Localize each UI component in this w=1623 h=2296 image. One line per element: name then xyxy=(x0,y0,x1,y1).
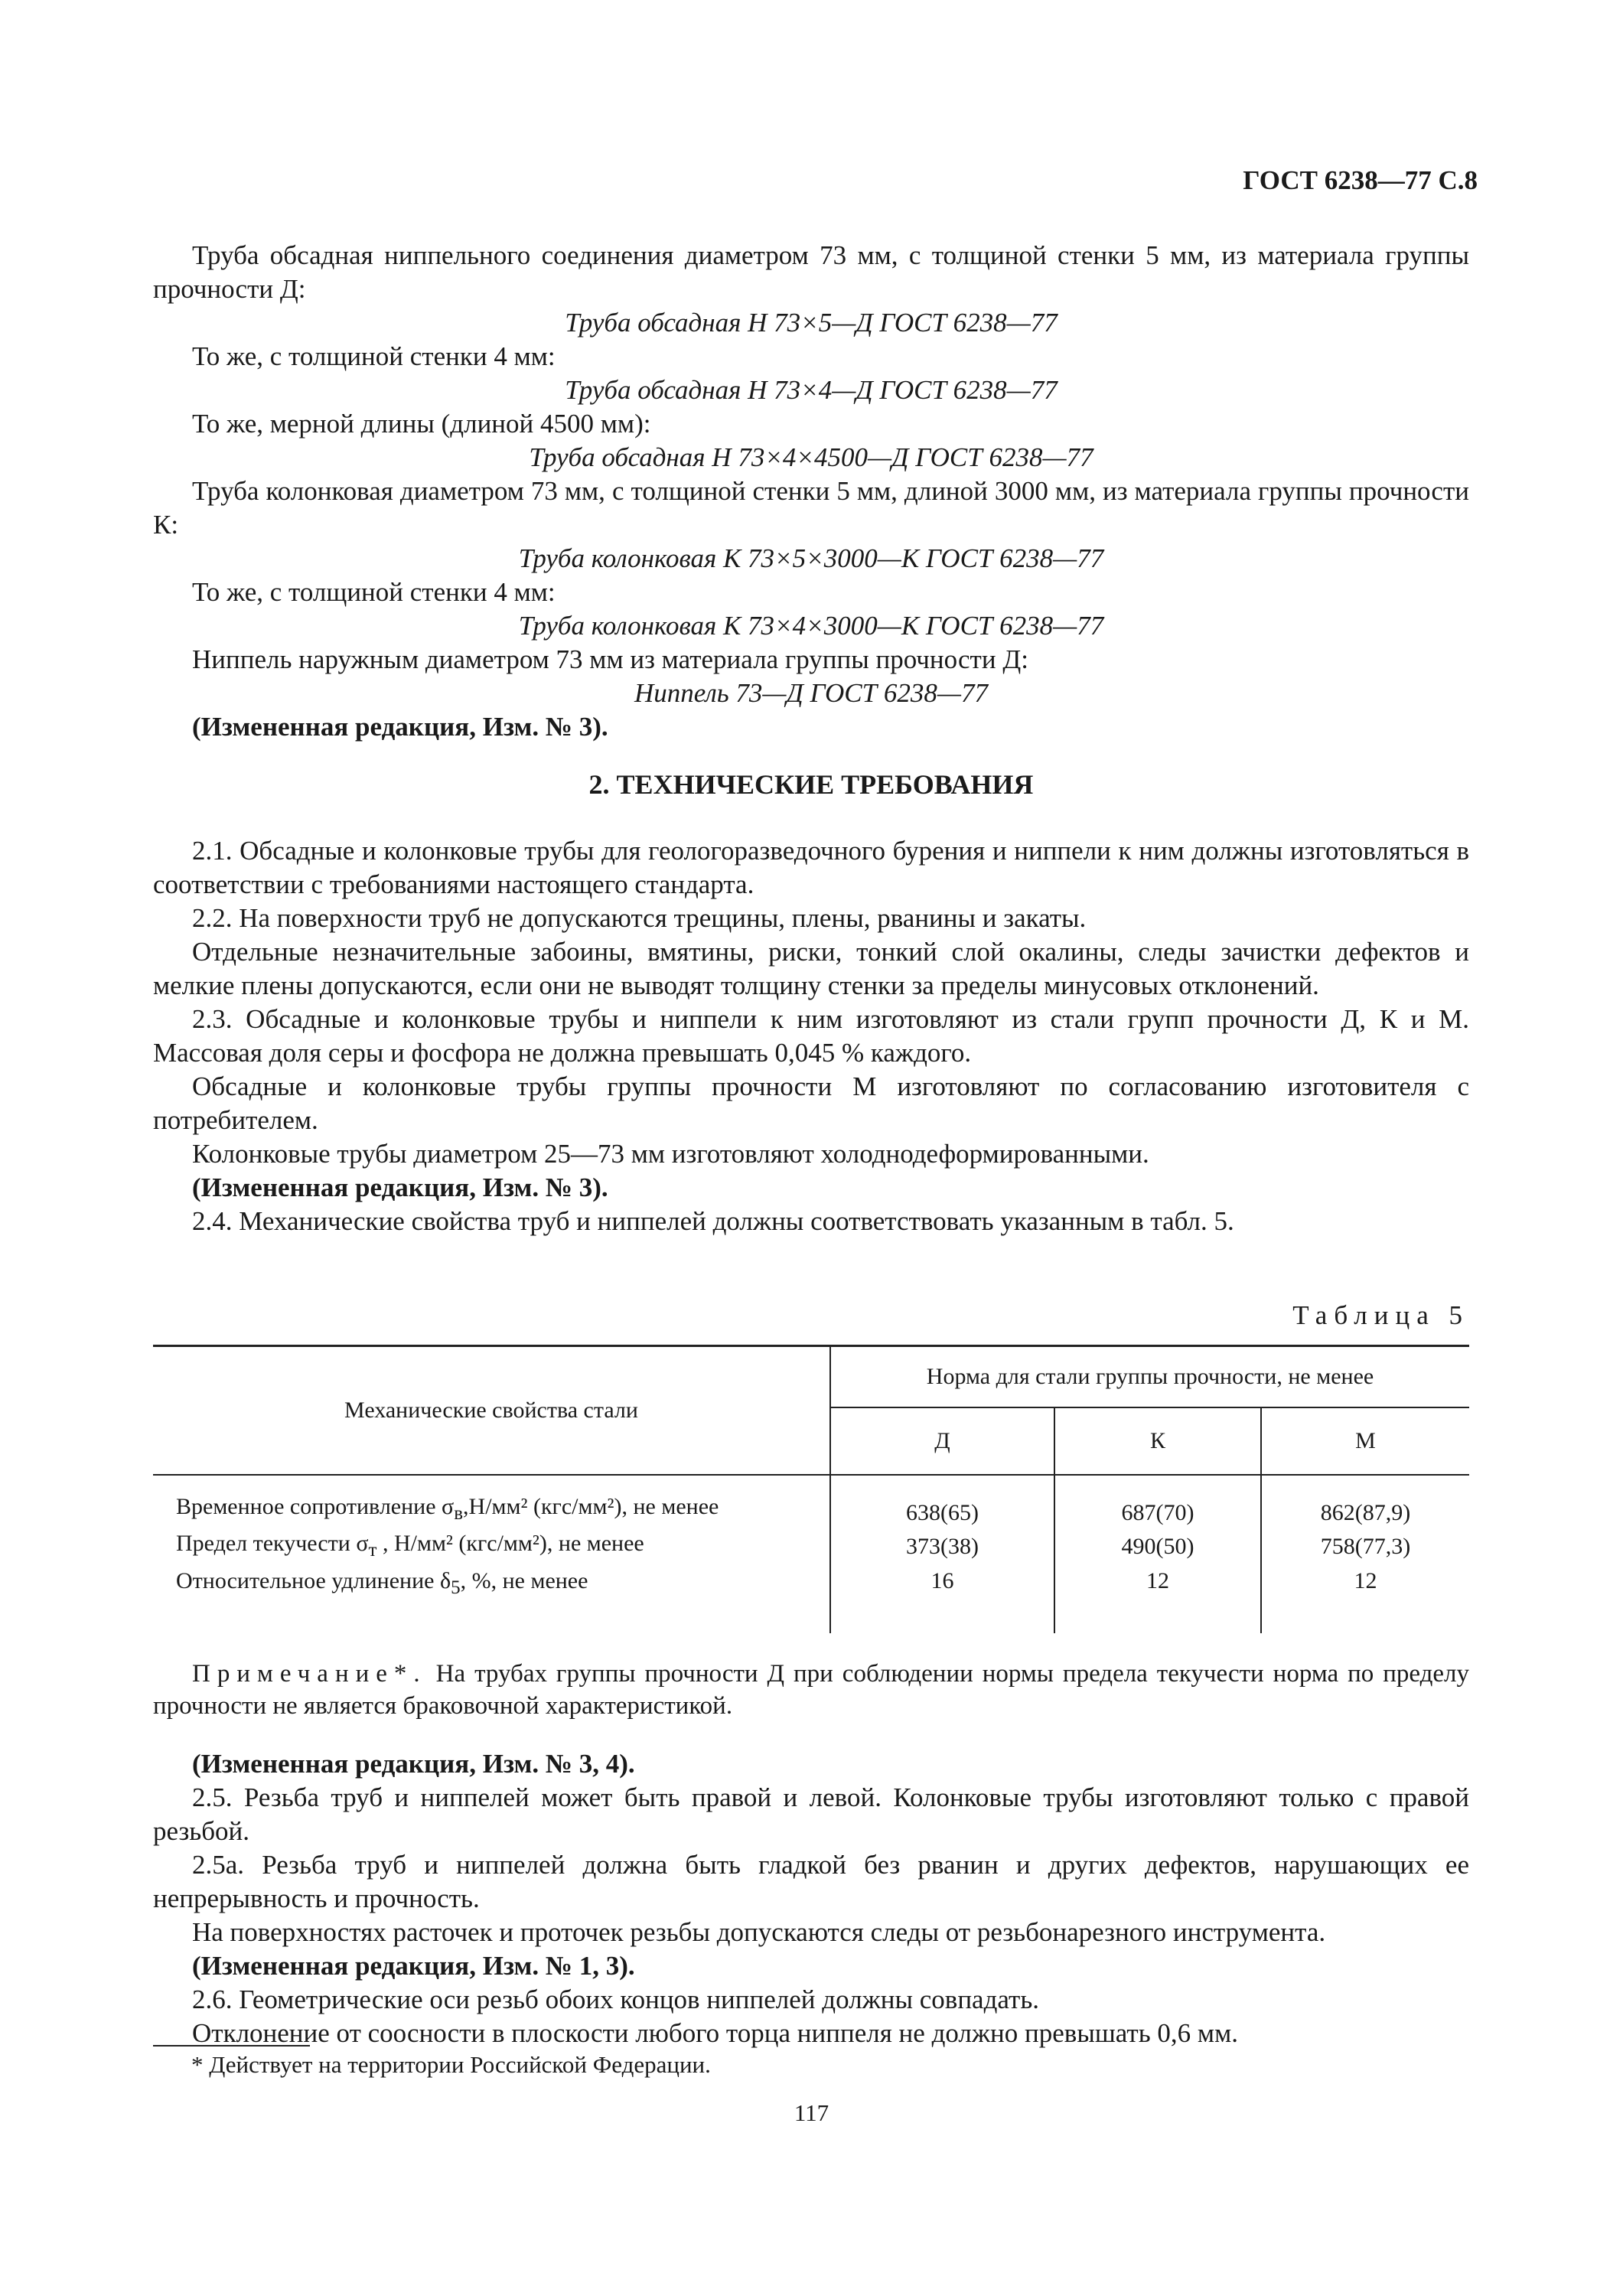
requirement-paragraph: Обсадные и колонковые трубы группы прочности М изготовляют по согласованию изготовителя с потребителем. xyxy=(153,1071,1469,1135)
table-cell-value: 758(77,3) xyxy=(1320,1534,1411,1559)
example-designation: Труба колонковая К 73×5×3000—К ГОСТ 6238—77 xyxy=(518,543,1104,573)
example-text: Ниппель наружным диаметром 73 мм из материала группы прочности Д: xyxy=(192,644,1028,674)
footnote: * Действует на территории Российской Федерации. xyxy=(191,2051,711,2078)
table-header-m: М xyxy=(1261,1407,1469,1475)
note-text: На трубах группы прочности Д при соблюдении нормы предела текучести норма по пределу прочности не является браковочной характеристикой. xyxy=(153,1660,1469,1720)
example-text: Труба колонковая диаметром 73 мм, с толщиной стенки 5 мм, длиной 3000 мм, из материала группы прочности К: xyxy=(153,476,1469,540)
requirement-paragraph: 2.5а. Резьба труб и ниппелей должна быть гладкой без рванин и других дефектов, нарушающих ее непрерывность и прочность. xyxy=(153,1850,1469,1913)
example-text: То же, с толщиной стенки 4 мм: xyxy=(192,577,556,607)
requirement-paragraph: 2.5. Резьба труб и ниппелей может быть правой и левой. Колонковые трубы изготовляют только с правой резьбой. xyxy=(153,1782,1469,1846)
page-number: 117 xyxy=(794,2099,829,2126)
table-cell-value: 638(65) xyxy=(830,1475,1054,1528)
example-designation: Ниппель 73—Д ГОСТ 6238—77 xyxy=(634,678,988,708)
table-header-property: Механические свойства стали xyxy=(153,1346,830,1475)
property-subscript: 5 xyxy=(451,1577,461,1598)
table-header-group: Норма для стали группы прочности, не менее xyxy=(830,1346,1469,1407)
requirement-paragraph: 2.4. Механические свойства труб и ниппелей должны соответствовать указанным в табл. 5. xyxy=(192,1206,1234,1236)
example-designation: Труба обсадная Н 73×4×4500—Д ГОСТ 6238—77 xyxy=(529,442,1093,472)
table-cell-property xyxy=(153,1566,830,1633)
example-designation: Труба колонковая К 73×4×3000—К ГОСТ 6238—77 xyxy=(518,611,1104,641)
requirement-paragraph: 2.6. Геометрические оси резьб обоих концов ниппелей должны совпадать. xyxy=(192,1985,1040,2014)
table-header-d: Д xyxy=(830,1407,1054,1475)
table-cell-property xyxy=(153,1528,830,1566)
amendment-note: (Измененная редакция, Изм. № 3). xyxy=(192,712,608,742)
table-cell-value: 373(38) xyxy=(830,1528,1054,1566)
property-name: Относительное удлинение δ xyxy=(176,1567,451,1593)
table-cell-value: 687(70) xyxy=(1054,1475,1261,1528)
requirement-paragraph: Отклонение от соосности в плоскости любого торца ниппеля не должно превышать 0,6 мм. xyxy=(192,2018,1238,2048)
table-cell-value: 12 xyxy=(1354,1567,1377,1593)
amendment-note: (Измененная редакция, Изм. № 3). xyxy=(192,1172,608,1202)
requirement-paragraph: Отдельные незначительные забоины, вмятины, риски, тонкий слой окалины, следы зачистки дефектов и мелкие плены допускаются, если они не выводят толщину стенки за пределы минусовых отклонений. xyxy=(153,937,1469,1000)
section-title: 2. ТЕХНИЧЕСКИЕ ТРЕБОВАНИЯ xyxy=(588,769,1034,800)
designation-examples xyxy=(153,239,1469,744)
property-subscript: т xyxy=(368,1539,377,1561)
table-cell-property xyxy=(153,1475,830,1528)
amendment-note: (Измененная редакция, Изм. № 1, 3). xyxy=(192,1951,635,1981)
table-header-k: К xyxy=(1054,1407,1261,1475)
table-cell-value: 12 xyxy=(1054,1566,1261,1633)
requirement-paragraph: На поверхностях расточек и проточек резьбы допускаются следы от резьбонарезного инструмента. xyxy=(192,1917,1326,1947)
requirement-paragraph: 2.1. Обсадные и колонковые трубы для геологоразведочного бурения и ниппели к ним должны изготовляться в соответствии с требованиями настоящего стандарта. xyxy=(153,836,1469,899)
property-name: Временное сопротивление σ xyxy=(176,1493,455,1519)
note-head: Примечание*. xyxy=(192,1660,427,1688)
properties-table xyxy=(153,1345,1469,1633)
requirements xyxy=(153,834,1469,1238)
table-cell-value: 862(87,9) xyxy=(1320,1499,1411,1525)
table-cell-value: 16 xyxy=(830,1566,1054,1633)
page-header: ГОСТ 6238—77 С.8 xyxy=(1243,165,1478,195)
example-designation: Труба обсадная Н 73×4—Д ГОСТ 6238—77 xyxy=(565,375,1058,405)
example-designation: Труба обсадная Н 73×5—Д ГОСТ 6238—77 xyxy=(565,308,1058,338)
example-text: Труба обсадная ниппельного соединения диаметром 73 мм, с толщиной стенки 5 мм, из материала группы прочности Д: xyxy=(153,240,1469,304)
footnote-separator xyxy=(153,2045,310,2047)
property-name: Предел текучести σ xyxy=(176,1530,369,1556)
property-unit: , Н/мм² (кгс/мм²), не менее xyxy=(376,1530,644,1556)
requirements-continued xyxy=(153,1747,1469,2050)
requirement-paragraph: Колонковые трубы диаметром 25—73 мм изготовляют холоднодеформированными. xyxy=(192,1139,1149,1169)
property-subscript: в xyxy=(454,1502,464,1524)
amendment-note: (Измененная редакция, Изм. № 3, 4). xyxy=(192,1749,635,1779)
requirement-paragraph: 2.2. На поверхности труб не допускаются трещины, плены, рванины и закаты. xyxy=(192,903,1087,933)
table-note xyxy=(153,1658,1469,1722)
table-cell-value: 490(50) xyxy=(1054,1528,1261,1566)
requirement-paragraph: 2.3. Обсадные и колонковые трубы и ниппели к ним изготовляют из стали групп прочности Д, К и М. Массовая доля серы и фосфора не должна превышать 0,045 % каждого. xyxy=(153,1004,1469,1068)
example-text: То же, мерной длины (длиной 4500 мм): xyxy=(192,409,651,439)
property-unit: ,Н/мм² (кгс/мм²), не менее xyxy=(463,1493,719,1519)
property-unit: , %, не менее xyxy=(460,1567,588,1593)
table-caption: Таблица 5 xyxy=(1292,1300,1469,1330)
example-text: То же, с толщиной стенки 4 мм: xyxy=(192,341,556,371)
